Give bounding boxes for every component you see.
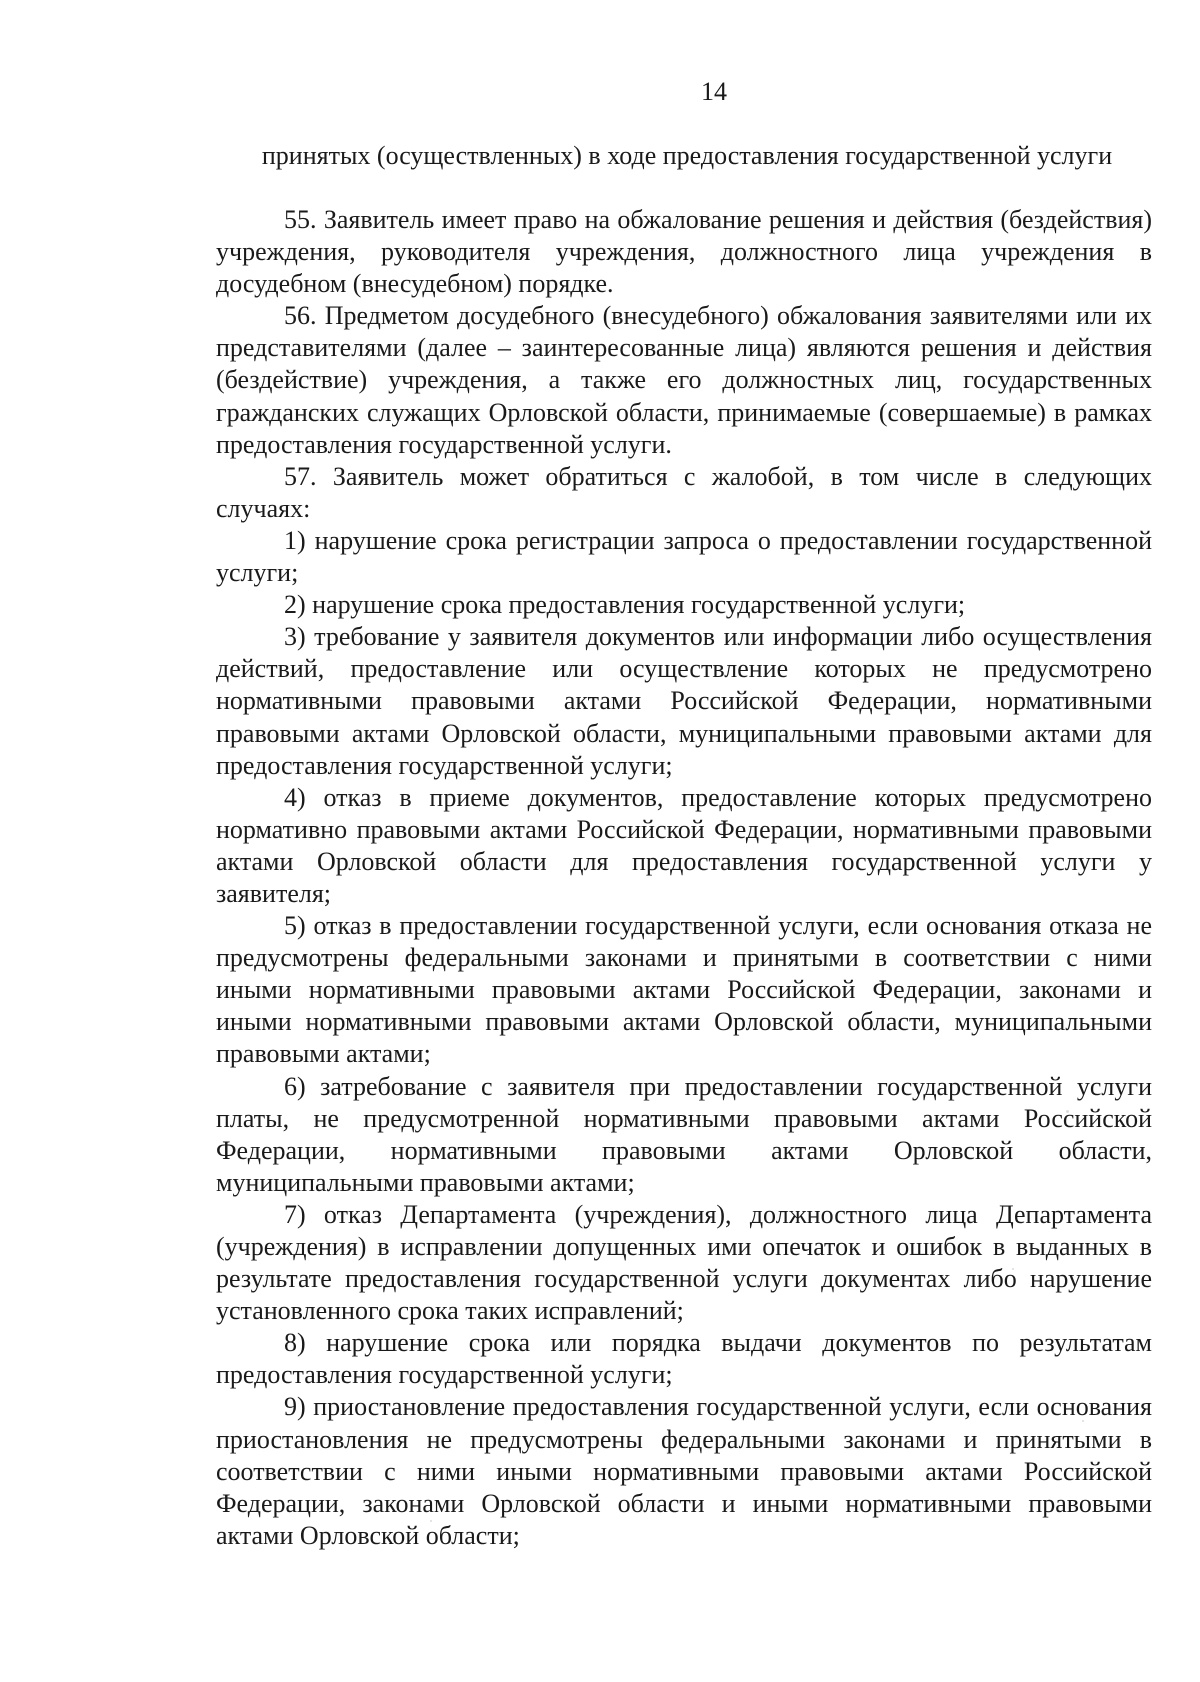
scan-speck bbox=[430, 1520, 432, 1522]
list-item-6: 6) затребование с заявителя при предоставлении государственной услуги платы, не предусмотренной нормативными правовыми актами Российской Федерации, нормативными правовыми актами Орловской области, муниципальными правовыми актами; bbox=[216, 1071, 1152, 1197]
list-item-1: 1) нарушение срока регистрации запроса о предоставлении государственной услуги; bbox=[216, 525, 1152, 588]
list-item-7: 7) отказ Департамента (учреждения), должностного лица Департамента (учреждения) в исправлении допущенных ими опечаток и ошибок в выданных в результате предоставления государственной услуги документах либо нарушение установленного срока таких исправлений; bbox=[216, 1199, 1152, 1326]
page-number bbox=[0, 72, 1200, 112]
list-item-3: 3) требование у заявителя документов или информации либо осуществления действий, предоставление или осуществление которых не предусмотрено нормативными правовыми актами Российской Федерации, нормативными правовыми актами Орловской области, муниципальными правовыми актами для предоставления государственной услуги; bbox=[216, 622, 1152, 780]
list-item-4: 4) отказ в приеме документов, предоставление которых предусмотрено нормативно правовыми актами Российской Федерации, нормативными правовыми актами Орловской области для предоставления государственной услуги у заявителя; bbox=[216, 782, 1152, 908]
list-item-5: 5) отказ в предоставлении государственной услуги, если основания отказа не предусмотрены федеральными законами и принятыми в соответствии с ними иными нормативными правовыми актами Российской Федерации, законами и иными нормативными правовыми актами Орловской области, муниципальными правовыми актами; bbox=[216, 911, 1152, 1069]
page-number-text: 14 bbox=[701, 77, 727, 106]
list-item-2: 2) нарушение срока предоставления государственной услуги; bbox=[284, 590, 966, 620]
list-item-9: 9) приостановление предоставления государственной услуги, если основания приостановления не предусмотрены федеральными законами и принятыми в соответствии с ними иными нормативными правовыми актами Российской Федерации, законами Орловской области и иными нормативными правовыми актами Орловской области; bbox=[216, 1392, 1152, 1550]
scan-speck bbox=[232, 1540, 234, 1542]
list-item-8: 8) нарушение срока или порядка выдачи документов по результатам предоставления государственной услуги; bbox=[216, 1328, 1152, 1390]
paragraph-56: 56. Предметом досудебного (внесудебного) обжалования заявителями или их представителями (далее – заинтересованные лица) являются решения и действия (бездействие) учреждения, а также его должностных лиц, государственных гражданских служащих Орловской области, принимаемые (совершаемые) в рамках предоставления государственной услуги. bbox=[216, 301, 1152, 459]
scan-speck bbox=[1082, 1420, 1084, 1422]
scan-speck bbox=[1066, 1110, 1069, 1113]
section-heading-continuation: принятых (осуществленных) в ходе предоставления государственной услуги bbox=[261, 141, 1113, 170]
paragraph-57: 57. Заявитель может обратиться с жалобой, в том числе в следующих случаях: bbox=[216, 461, 1152, 523]
body-text bbox=[216, 204, 1152, 1552]
paragraph-55: 55. Заявитель имеет право на обжалование решения и действия (бездействия) учреждения, руководителя учреждения, должностного лица учреждения в досудебном (внесудебном) порядке. bbox=[216, 205, 1152, 299]
scan-speck bbox=[1012, 1268, 1014, 1270]
